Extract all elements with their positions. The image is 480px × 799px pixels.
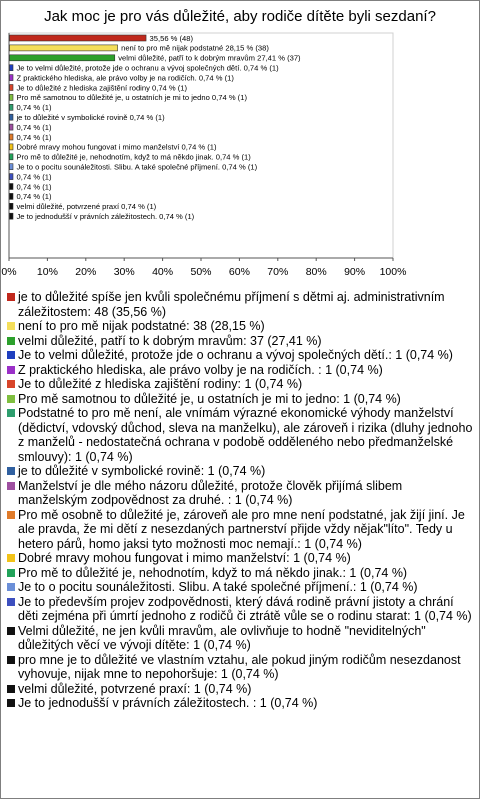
chart-legend: [7, 290, 473, 711]
bar: [10, 174, 14, 180]
legend-label: Je to především projev zodpovědnosti, který dává rodině právní jistoty a chrání děti zejména při úmrtí jednoho z rodičů či ztrátě vůle se o rodinu starat: 1 (0,74 %): [18, 594, 472, 623]
legend-swatch: [7, 467, 15, 475]
legend-label: Pro mě to důležité je, nehodnotím, když to má někdo jinak.: 1 (0,74 %): [18, 565, 408, 580]
legend-item: [7, 363, 473, 378]
legend-item: [7, 348, 473, 363]
legend-label: Pro mě samotnou to důležité je, u ostatních je mi to jedno: 1 (0,74 %): [18, 391, 401, 406]
legend-swatch: [7, 598, 15, 606]
legend-item: [7, 319, 473, 334]
legend-label: pro mne je to důležité ve vlastním vztahu, ale pokud jiným rodičům nesezdanost vyhovuje, nijak mne to nepohoršuje: 1 (0,74 %): [18, 652, 461, 681]
legend-item: [7, 551, 473, 566]
bar: [10, 184, 14, 190]
bar-data-label: 0,74 % (1): [16, 103, 52, 113]
legend-swatch: [7, 293, 15, 301]
legend-swatch: [7, 409, 15, 417]
legend-item: [7, 464, 473, 479]
x-tick-label: 100%: [379, 266, 407, 278]
legend-swatch: [7, 322, 15, 330]
legend-swatch: [7, 685, 15, 693]
legend-item: [7, 696, 473, 711]
legend-label: Je to velmi důležité, protože jde o ochranu a vývoj společných dětí.: 1 (0,74 %): [18, 348, 453, 362]
legend-label: Podstatné to pro mě není, ale vnímám výrazné ekonomické výhody manželství (dědictví, vdovský důchod, sleva na manželku), ale zároveň i rizika (dluhy jednoho z manželů - nedostatečná ochrana v podobě odděleného nebo předmanželské smlouvy): 1 (0,74 %): [18, 406, 473, 464]
bar-data-label: 0,74 % (1): [16, 132, 52, 142]
legend-label: není to pro mě nijak podstatné: 38 (28,15 %): [18, 319, 265, 333]
bar: [10, 203, 14, 209]
legend-swatch: [7, 511, 15, 519]
bar: [10, 104, 14, 110]
legend-swatch: [7, 583, 15, 591]
legend-item: [7, 653, 473, 682]
legend-label: je to důležité v symbolické rovině: 1 (0,74 %): [18, 464, 266, 478]
x-tick-label: 50%: [190, 266, 212, 278]
bar: [10, 85, 14, 91]
legend-swatch: [7, 351, 15, 359]
x-tick-label: 20%: [75, 266, 97, 278]
bar-data-label: 0,74 % (1): [16, 122, 52, 132]
legend-item: [7, 508, 473, 552]
legend-label: Manželství je dle mého názoru důležité, protože člověk přijímá slibem manželským zodpovědnost za druhé. : 1 (0,74 %): [18, 478, 403, 507]
legend-item: [7, 566, 473, 581]
legend-swatch: [7, 656, 15, 664]
legend-item: [7, 334, 473, 349]
legend-swatch: [7, 380, 15, 388]
bar-data-label: 0,74 % (1): [16, 182, 52, 192]
legend-label: je to důležité spíše jen kvůli společnému příjmení s dětmi aj. administrativním záležitostem: 48 (35,56 %): [18, 290, 445, 319]
legend-label: Dobré mravy mohou fungovat i mimo manželství: 1 (0,74 %): [18, 551, 351, 565]
legend-item: [7, 624, 473, 653]
legend-label: Je to jednodušší v právních záležitostech. : 1 (0,74 %): [18, 696, 318, 710]
x-tick-label: 70%: [267, 266, 289, 278]
bar: [10, 55, 115, 61]
bar-data-label: Je to velmi důležité, protože jde o ochranu a vývoj společných dětí. 0,74 % (1): [16, 63, 279, 73]
legend-label: velmi důležité, potvrzené praxí: 1 (0,74 %): [18, 681, 252, 696]
bar: [10, 154, 14, 160]
bar: [10, 213, 14, 219]
legend-label: Pro mě osobně to důležité je, zároveň ale pro mne není podstatné, jak žijí jiní. Je ale pravda, že mi dětí z nesezdaných partnerství přijde vždy nějak"líto". Tedy u hetero párů, homo jaksi tyto možnosti moc nemají.: 1 (0,74 %): [18, 507, 465, 551]
x-tick-label: 80%: [305, 266, 327, 278]
bar-data-label: Je to důležité z hlediska zajištění rodiny 0,74 % (1): [16, 83, 188, 93]
legend-swatch: [7, 366, 15, 374]
bar-chart: [0, 0, 480, 290]
legend-swatch: [7, 395, 15, 403]
legend-item: [7, 595, 473, 624]
bar-data-label: Dobré mravy mohou fungovat i mimo manželství 0,74 % (1): [16, 142, 217, 152]
bar: [10, 75, 14, 81]
legend-item: [7, 580, 473, 595]
bar: [10, 124, 14, 130]
bar: [10, 114, 14, 120]
bar: [10, 193, 14, 199]
bar: [10, 45, 118, 51]
bar: [10, 144, 14, 150]
legend-label: Je to o pocitu sounáležitosti. Slibu. A také společné příjmení.: 1 (0,74 %): [18, 580, 418, 594]
legend-item: [7, 392, 473, 407]
legend-label: Z praktického hlediska, ale právo volby je na rodičích. : 1 (0,74 %): [18, 362, 383, 377]
bar-data-label: 35,56 % (48): [149, 33, 194, 43]
bar-data-label: Z praktického hlediska, ale právo volby je na rodičích. 0,74 % (1): [16, 73, 234, 83]
bar-data-label: Pro mě samotnou to důležité je, u ostatních je mi to jedno 0,74 % (1): [16, 93, 247, 103]
legend-swatch: [7, 554, 15, 562]
bar-data-label: Je to jednodušší v právních záležitostech. 0,74 % (1): [16, 212, 195, 221]
legend-item: [7, 406, 473, 464]
legend-item: [7, 682, 473, 697]
legend-swatch: [7, 627, 15, 635]
legend-item: [7, 479, 473, 508]
bar-data-label: velmi důležité, potvrzené praxí 0,74 % (1): [16, 202, 157, 212]
x-tick-label: 40%: [152, 266, 174, 278]
chart-title: Jak moc je pro vás důležité, aby rodiče dítěte byli sezdaní?: [44, 8, 436, 25]
legend-label: Velmi důležité, ne jen kvůli mravům, ale ovlivňuje to hodně "neviditelných" důležitých věcí ve vývoji dítěte: 1 (0,74 %): [18, 623, 426, 652]
bar: [10, 65, 14, 71]
legend-swatch: [7, 699, 15, 707]
bar: [10, 164, 14, 170]
bar-data-label: Pro mě to důležité je, nehodnotím, když to má někdo jinak. 0,74 % (1): [16, 152, 251, 162]
legend-label: velmi důležité, patří to k dobrým mravům: 37 (27,41 %): [18, 333, 322, 348]
bar-data-label: Je to o pocitu sounáležitosti. Slibu. A také společné příjmení. 0,74 % (1): [16, 162, 258, 172]
x-tick-label: 0%: [1, 266, 17, 278]
x-tick-label: 60%: [228, 266, 250, 278]
legend-item: [7, 377, 473, 392]
legend-swatch: [7, 337, 15, 345]
bar-data-label: je to důležité v symbolické rovině 0,74 % (1): [16, 113, 165, 122]
bar: [10, 35, 147, 41]
legend-swatch: [7, 569, 15, 577]
x-tick-label: 10%: [36, 266, 58, 278]
x-tick-label: 30%: [113, 266, 135, 278]
bar: [10, 94, 14, 100]
legend-swatch: [7, 482, 15, 490]
bar: [10, 134, 14, 140]
x-tick-label: 90%: [344, 266, 366, 278]
bar-data-label: není to pro mě nijak podstatné 28,15 % (38): [121, 43, 269, 53]
legend-item: [7, 290, 473, 319]
bar-data-label: 0,74 % (1): [16, 172, 52, 182]
legend-label: Je to důležité z hlediska zajištění rodiny: 1 (0,74 %): [18, 377, 303, 391]
bar-data-label: 0,74 % (1): [16, 192, 52, 202]
bar-data-label: velmi důležité, patří to k dobrým mravům 27,41 % (37): [118, 53, 301, 63]
